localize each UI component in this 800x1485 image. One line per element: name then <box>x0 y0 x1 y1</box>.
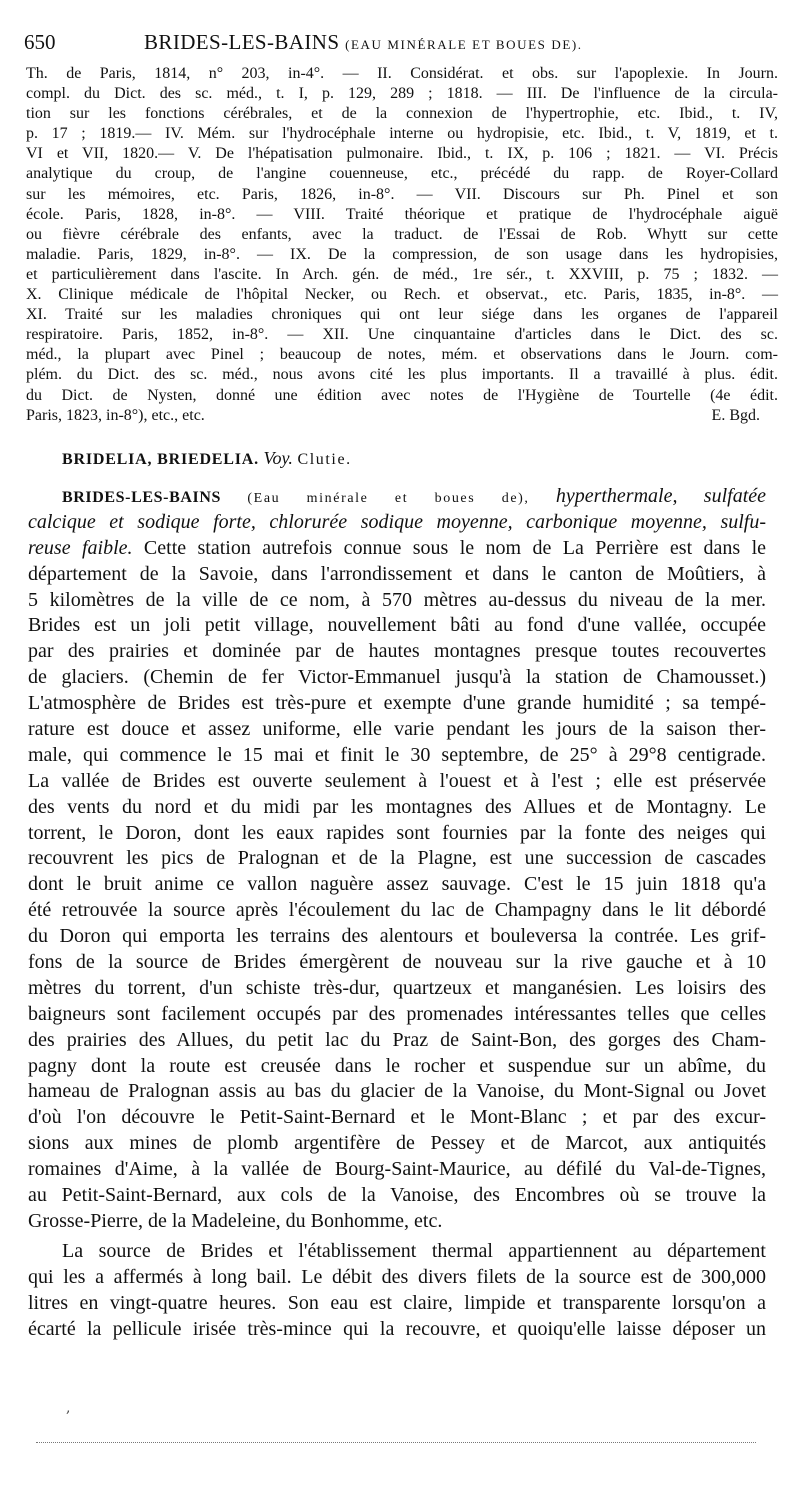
bibliography-block <box>26 64 778 426</box>
article-line: été retrouvée la source après l'écoulement du lac de Champagny dans le lit débordé <box>28 899 766 922</box>
entry-headword: BRIDES-LES-BAINS <box>62 489 221 506</box>
bibliography-line: maladie. Paris, 1829, in-8°. — IX. De la compression, de son usage dans les hydropisies, <box>26 245 778 263</box>
article-line: sions aux mines de plomb argentifère de Pessey et de Marcot, aux antiquités <box>28 1132 766 1155</box>
article-line: baigneurs sont facilement occupés par des promenades intéressantes telles que celles <box>28 1002 766 1025</box>
article-line: 5 kilomètres de la ville de ce nom, à 570 mètres au-dessus du niveau de la mer. <box>28 588 766 611</box>
article-line <box>28 484 766 510</box>
cross-reference <box>62 448 352 469</box>
article-line: des prairies des Allues, du petit lac du Praz de Saint-Bon, des gorges des Cham- <box>28 1028 766 1051</box>
article-line: torrent, le Doron, dont les eaux rapides sont fournies par la fonte des neiges qui <box>28 821 766 844</box>
entry-qualifiers: hyperthermale, sulfatée <box>529 485 767 507</box>
bibliography-line: ou fièvre cérébrale des enfants, avec la traduct. de l'Essai de Rob. Whytt sur cette <box>26 225 778 243</box>
article-line: fons de la source de Brides émergèrent de nouveau sur la rive gauche et à 10 <box>28 951 766 974</box>
bibliography-line: sur les mémoires, etc. Paris, 1826, in-8°. — VII. Discours sur Ph. Pinel et son <box>26 185 778 203</box>
article-line: L'atmosphère de Brides est très-pure et exempte d'une grande humidité ; sa tempé- <box>28 692 766 715</box>
article-line: male, qui commence le 15 mai et finit le 30 septembre, de 25° à 29°8 centigrade. <box>28 743 766 766</box>
bibliography-line: école. Paris, 1828, in-8°. — VIII. Traité théorique et pratique de l'hydrocéphale aiguë <box>26 205 778 223</box>
bibliography-line: plém. du Dict. des sc. méd., nous avons cité les plus importants. Il a travaillé à plus. édit. <box>26 366 778 384</box>
bibliography-line: VI et VII, 1820.— V. De l'hépatisation pulmonaire. Ibid., t. IX, p. 106 ; 1821. — VI. Précis <box>26 145 778 163</box>
article-line: litres en vingt-quatre heures. Son eau est claire, limpide et transparente lorsqu'on a <box>28 1291 766 1314</box>
article-line: hameau de Pralognan assis au bas du glacier de la Vanoise, du Mont-Signal ou Jovet <box>28 1080 766 1103</box>
article-line: Brides est un joli petit village, nouvellement bâti au fond d'une vallée, occupée <box>28 614 766 637</box>
running-title <box>144 30 583 55</box>
bibliography-line: compl. du Dict. des sc. méd., t. I, p. 129, 289 ; 1818. — III. De l'influence de la circula- <box>26 85 778 103</box>
running-header <box>24 30 784 60</box>
bibliography-line: analytique du croup, de l'angine couenneuse, etc., précédé du rapp. de Royer-Collard <box>26 165 778 183</box>
article-line: rature est douce et assez uniforme, elle varie pendant les jours de la saison ther- <box>28 718 766 741</box>
article-line: de glaciers. (Chemin de fer Victor-Emmanuel jusqu'à la station de Chamousset.) <box>28 666 766 689</box>
article-line: romaines d'Aime, à la vallée de Bourg-Saint-Maurice, au défilé du Val-de-Tignes, <box>28 1158 766 1181</box>
article-line: qui les a affermés à long bail. Le débit des divers filets de la source est de 300,000 <box>28 1265 766 1288</box>
crossref-term: BRIDELIA, BRIEDELIA. <box>62 451 259 468</box>
article-line: La source de Brides et l'établissement thermal appartiennent au département <box>62 1239 766 1262</box>
article-line: pagny dont la route est creusée dans le rocher et suspendue sur un abîme, du <box>28 1054 766 1077</box>
author-signature: E. Bgd. <box>711 406 760 424</box>
article-line: d'où l'on découvre le Petit-Saint-Bernard et le Mont-Blanc ; et par des excur- <box>28 1106 766 1129</box>
bibliography-line: XI. Traité sur les maladies chroniques qui ont leur siége dans les organes de l'appareil <box>26 306 778 324</box>
article-line: reuse faible. Cette station autrefois connue sous le nom de La Perrière est dans le <box>28 536 767 559</box>
bibliography-line: Th. de Paris, 1814, n° 203, in-4°. — II. Considérat. et obs. sur l'apoplexie. In Journ. <box>26 65 778 82</box>
entry-headword-paren: (Eau minérale et boues de), <box>220 491 530 506</box>
bibliography-line: tion sur les fonctions cérébrales, et de la connexion de l'hypertrophie, etc. Ibid., t. IV, <box>26 105 778 123</box>
bibliography-line: respiratoire. Paris, 1852, in-8°. — XII. Une cinquantaine d'articles dans le Dict. des sc. <box>26 326 778 344</box>
stray-mark: , <box>66 1400 71 1416</box>
crossref-target: Clutie. <box>297 451 352 468</box>
article-line: La vallée de Brides est ouverte seulement à l'ouest et à l'est ; elle est préservée <box>28 769 766 792</box>
article-line: département de la Savoie, dans l'arrondissement et dans le canton de Moûtiers, à <box>28 562 766 585</box>
article-line: mètres du torrent, d'un schiste très-dur, quartzeux et manganésien. Les loisirs des <box>28 976 766 999</box>
footer-rule <box>36 1442 756 1443</box>
entry-qualifiers: calcique et sodique forte, chlorurée sodique moyenne, carbonique moyenne, sulfu- <box>28 510 766 533</box>
article-line: recouvrent les pics de Pralognan et de la Plagne, est une succession de cascades <box>28 847 766 870</box>
article-line: Grosse-Pierre, de la Madeleine, du Bonhomme, etc. <box>28 1209 443 1232</box>
bibliography-line: et particulièrement dans l'ascite. In Arch. gén. de méd., 1re sér., t. XXVIII, p. 75 ; 1832. — <box>26 265 778 283</box>
article-line: dont le bruit anime ce vallon naguère assez sauvage. C'est le 15 juin 1818 qu'a <box>28 873 766 896</box>
crossref-voy: Voy. <box>263 448 293 468</box>
bibliography-line: Paris, 1823, in-8°), etc., etc. E. Bgd. <box>26 406 778 426</box>
bibliography-line: X. Clinique médicale de l'hôpital Necker, ou Rech. et observat., etc. Paris, 1835, in-8°. — <box>26 286 778 304</box>
bibliography-line: méd., la plupart avec Pinel ; beaucoup de notes, mém. et observations dans le Journ. com- <box>26 346 778 364</box>
article-line <box>28 510 766 536</box>
page-number: 650 <box>24 30 56 54</box>
article-line: écarté la pellicule irisée très-mince qui la recouvre, et quoiqu'elle laisse déposer un <box>28 1317 766 1340</box>
bibliography-line: p. 17 ; 1819.— IV. Mém. sur l'hydrocéphale interne ou hydropisie, etc. Ibid., t. V, 1819, et t. <box>26 125 778 143</box>
running-title-sub: (EAU MINÉRALE ET BOUES DE). <box>345 37 583 52</box>
article-line: du Doron qui emporta les terrains des alentours et bouleversa la contrée. Les grif- <box>28 925 766 948</box>
article-line: par des prairies et dominée par de hautes montagnes presque toutes recouvertes <box>28 640 766 663</box>
article-line: des vents du nord et du midi par les montagnes des Allues et de Montagny. Le <box>28 795 766 818</box>
article-line: au Petit-Saint-Bernard, aux cols de la Vanoise, des Encombres où se trouve la <box>28 1184 766 1207</box>
running-title-main: BRIDES-LES-BAINS <box>144 30 340 54</box>
bibliography-line: du Dict. de Nysten, donné une édition avec notes de l'Hygiène de Tourtelle (4e édit. <box>26 386 778 404</box>
article-body <box>28 484 766 1342</box>
